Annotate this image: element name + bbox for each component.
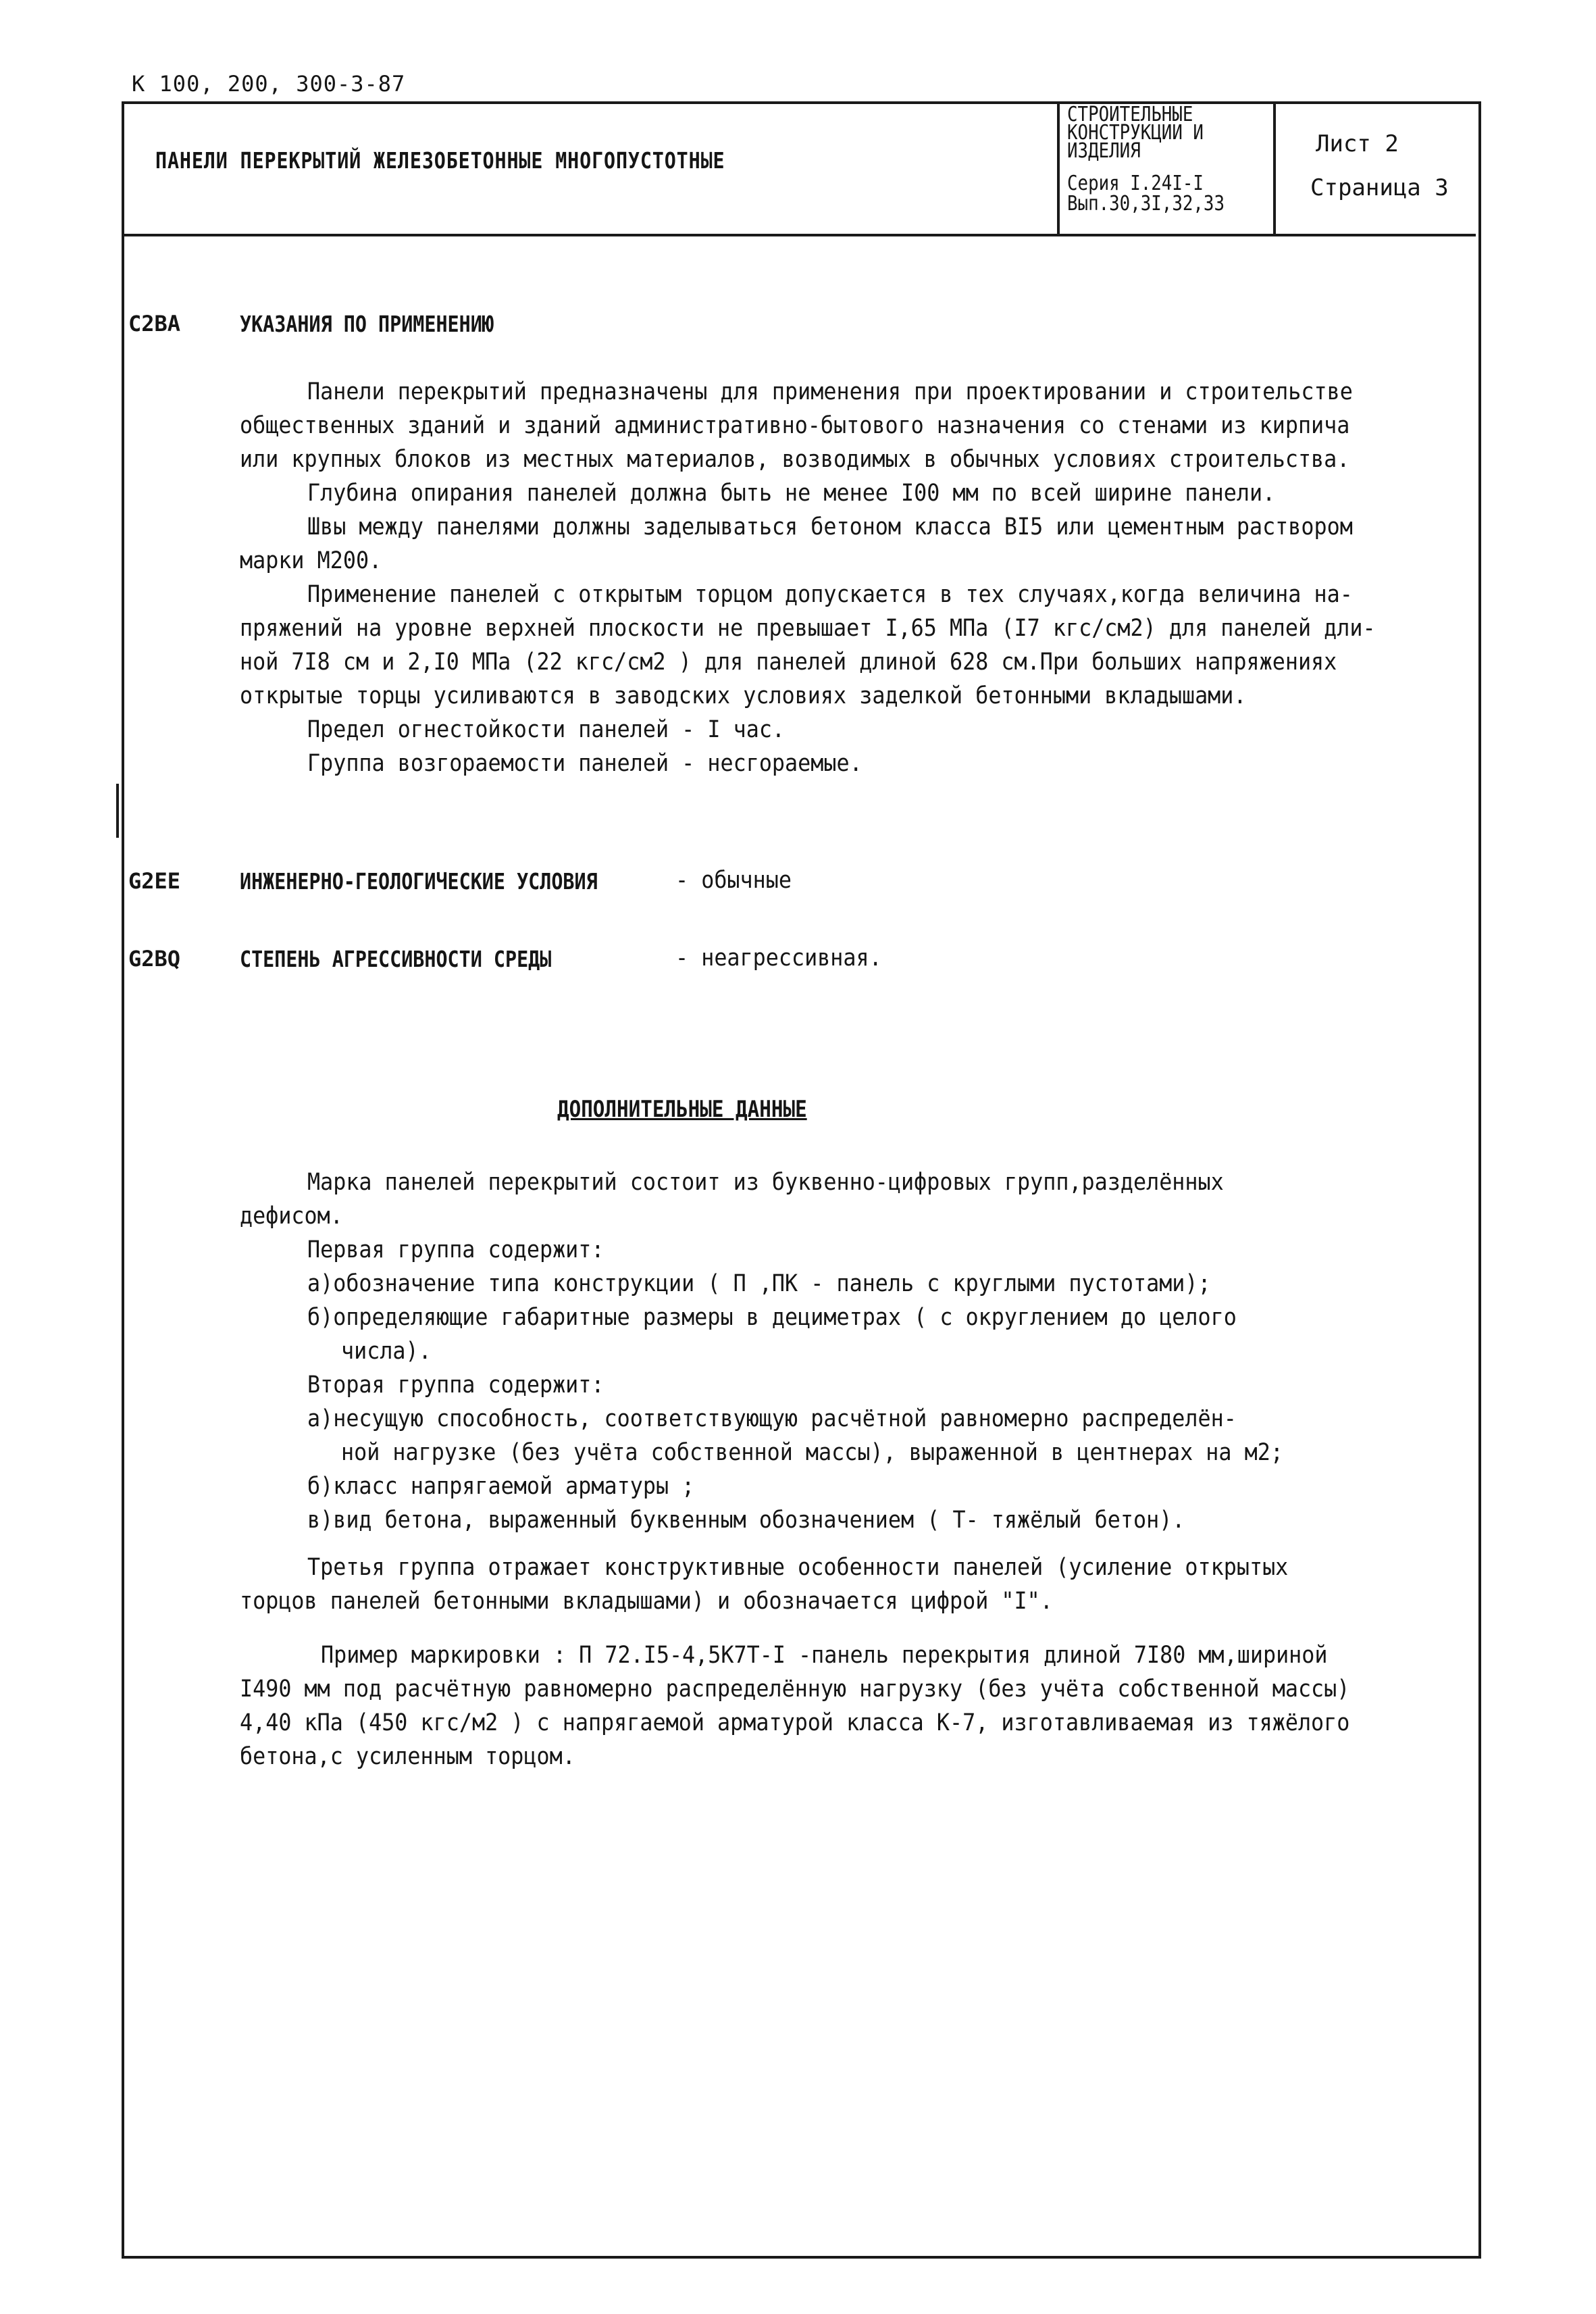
sheet-number: Лист 2 bbox=[1316, 130, 1399, 157]
document-code: К 100, 200, 300-3-87 bbox=[132, 71, 406, 97]
example-line: Пример маркировки : П 72.I5-4,5К7Т-I -панель перекрытия длиной 7I80 мм,шириной bbox=[321, 1642, 1328, 1669]
series-line-4: Серия I.24I-I bbox=[1067, 172, 1204, 195]
additional-line: числа). bbox=[341, 1338, 432, 1365]
series-line-5: Вып.30,3I,32,33 bbox=[1067, 192, 1225, 216]
application-line: ной 7I8 см и 2,I0 МПа (22 кгс/см2 ) для панелей длиной 628 см.При больших напряжениях bbox=[240, 649, 1337, 676]
application-line: Предел огнестойкости панелей - I час. bbox=[307, 716, 786, 743]
series-line-1: СТРОИТЕЛЬНЫЕ bbox=[1067, 103, 1193, 126]
additional-line: а)обозначение типа конструкции ( П ,ПК - панель с круглыми пустотами); bbox=[307, 1270, 1211, 1297]
section-title-application: УКАЗАНИЯ ПО ПРИМЕНЕНИЮ bbox=[240, 311, 494, 337]
additional-line: Вторая группа содержит: bbox=[307, 1372, 604, 1399]
margin-mark bbox=[116, 784, 119, 838]
application-line: Применение панелей с открытым торцом допускается в тех случаях,когда величина на- bbox=[307, 581, 1353, 608]
example-line: бетона,с усиленным торцом. bbox=[240, 1743, 575, 1770]
application-line: Глубина опирания панелей должна быть не менее I00 мм по всей ширине панели. bbox=[307, 480, 1276, 507]
additional-line: Первая группа содержит: bbox=[307, 1236, 604, 1263]
application-line: марки М200. bbox=[240, 547, 382, 574]
application-line: общественных зданий и зданий административно-бытового назначения со стенами из кирпича bbox=[240, 412, 1350, 439]
application-line: пряжений на уровне верхней плоскости не превышает I,65 МПа (I7 кгс/см2) для панелей дли- bbox=[240, 615, 1376, 642]
example-line: 4,40 кПа (450 кгс/м2 ) с напрягаемой арматурой класса К-7, изготавливаемая из тяжёлого bbox=[240, 1709, 1350, 1736]
additional-line: Марка панелей перекрытий состоит из буквенно-цифровых групп,разделённых bbox=[307, 1169, 1224, 1196]
page-title: ПАНЕЛИ ПЕРЕКРЫТИЙ ЖЕЛЕЗОБЕТОННЫЕ МНОГОПУСТОТНЫЕ bbox=[155, 147, 725, 174]
additional-line: торцов панелей бетонными вкладышами) и обозначается цифрой "I". bbox=[240, 1588, 1053, 1615]
series-line-2: КОНСТРУКЦИИ И bbox=[1067, 121, 1204, 145]
additional-line: а)несущую способность, соответствующую расчётной равномерно распределён- bbox=[307, 1405, 1237, 1432]
application-line: Швы между панелями должны заделываться бетоном класса ВI5 или цементным раствором bbox=[307, 513, 1353, 540]
additional-line: б)определяющие габаритные размеры в дециметрах ( с округлением до целого bbox=[307, 1304, 1237, 1331]
application-line: Группа возгораемости панелей - несгораемые. bbox=[307, 750, 863, 777]
aggression-value: - неагрессивная. bbox=[675, 945, 882, 972]
geology-value: - обычные bbox=[675, 867, 792, 894]
additional-line: дефисом. bbox=[240, 1203, 343, 1230]
section-code-aggression: G2BQ bbox=[128, 946, 181, 972]
section-code-geology: G2EE bbox=[128, 868, 181, 894]
additional-line: б)класс напрягаемой арматуры ; bbox=[307, 1473, 695, 1500]
series-line-3: ИЗДЕЛИЯ bbox=[1067, 139, 1141, 163]
application-line: открытые торцы усиливаются в заводских условиях заделкой бетонными вкладышами. bbox=[240, 682, 1247, 709]
example-line: I490 мм под расчётную равномерно распределённую нагрузку (без учёта собственной массы) bbox=[240, 1676, 1350, 1703]
additional-line: ной нагрузке (без учёта собственной массы), выраженной в центнерах на м2; bbox=[341, 1439, 1283, 1466]
page-number: Страница 3 bbox=[1310, 174, 1449, 201]
section-title-aggression: СТЕПЕНЬ АГРЕССИВНОСТИ СРЕДЫ bbox=[240, 946, 552, 972]
sheet-divider bbox=[1273, 101, 1276, 234]
section-code-application: С2ВА bbox=[128, 311, 181, 336]
section-title-geology: ИНЖЕНЕРНО-ГЕОЛОГИЧЕСКИЕ УСЛОВИЯ bbox=[240, 868, 598, 895]
additional-line: Третья группа отражает конструктивные особенности панелей (усиление открытых bbox=[307, 1554, 1289, 1581]
additional-heading: ДОПОЛНИТЕЛЬНЫЕ ДАННЫЕ bbox=[557, 1096, 807, 1123]
application-line: или крупных блоков из местных материалов, возводимых в обычных условиях строительства. bbox=[240, 446, 1350, 473]
additional-line: в)вид бетона, выраженный буквенным обозначением ( Т- тяжёлый бетон). bbox=[307, 1507, 1185, 1534]
title-divider bbox=[1057, 101, 1060, 234]
application-line: Панели перекрытий предназначены для применения при проектировании и строительстве bbox=[307, 378, 1353, 405]
